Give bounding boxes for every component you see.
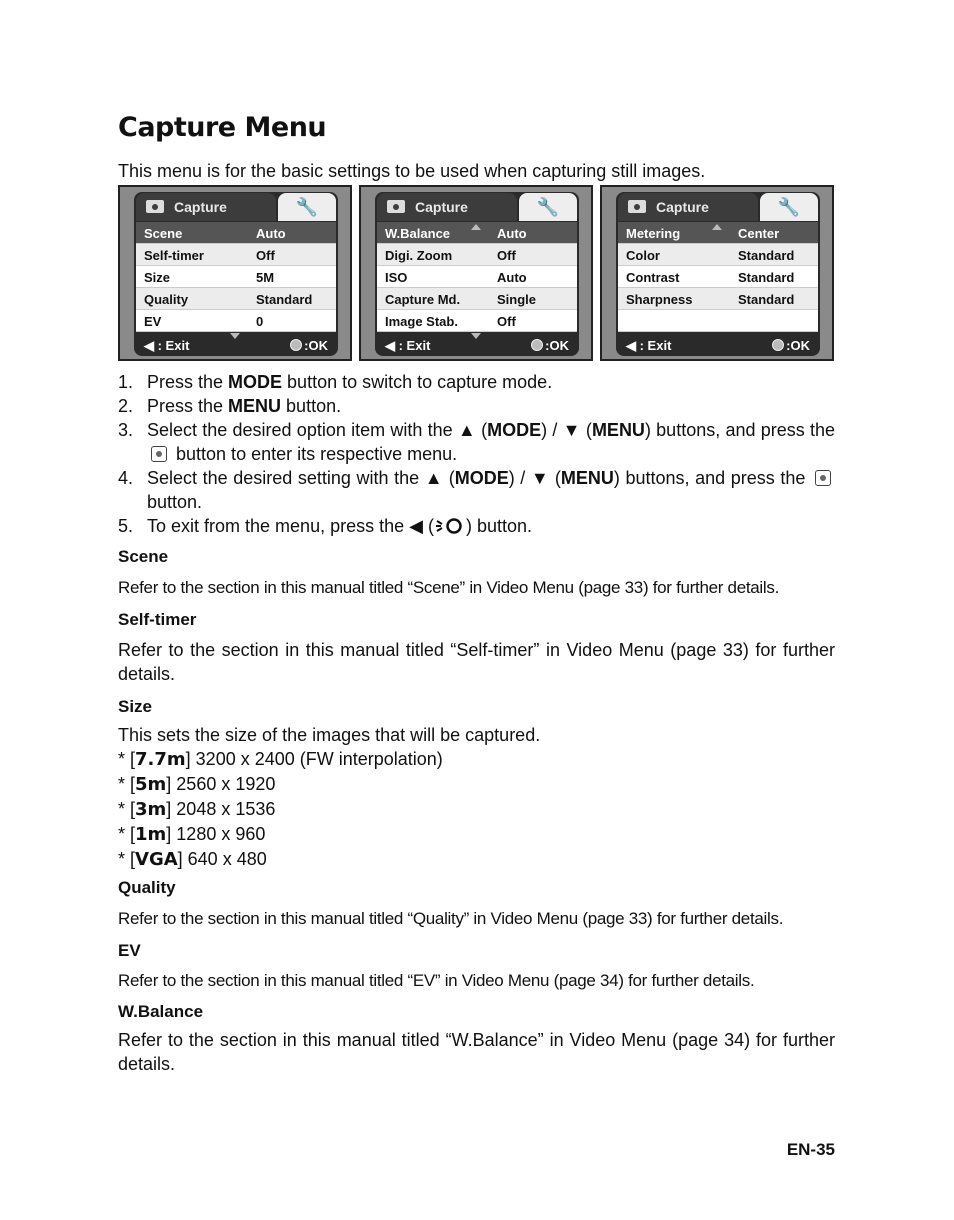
exit-hint: ◀ : Exit bbox=[144, 338, 190, 353]
scroll-up-icon bbox=[471, 224, 481, 230]
ok-button-icon bbox=[815, 470, 831, 486]
list-item: * [VGA] 640 x 480 bbox=[118, 849, 267, 870]
camera-icon bbox=[146, 200, 164, 213]
ok-button-icon bbox=[531, 339, 543, 351]
list-item: 2. Press the MENU button. bbox=[118, 396, 342, 416]
menu-row: EV 0 bbox=[136, 310, 336, 332]
menu-row: Contrast Standard bbox=[618, 266, 818, 288]
size-icon: 7.7m bbox=[135, 749, 186, 770]
list-item: 3. Select the desired option item with the ▲ (MODE) / ▼ (MENU) buttons, and press the button to enter its respective menu. bbox=[118, 420, 836, 464]
menu-row: W.Balance Auto bbox=[377, 222, 577, 244]
list-item: * [3m] 2048 x 1536 bbox=[118, 799, 276, 820]
scroll-up-icon bbox=[712, 224, 722, 230]
page-title: Capture Menu bbox=[118, 112, 327, 143]
section-size: Size This sets the size of the images that will be captured. * [7.7m] 3200 x 2400 (FW interpolation) * [5m] 2560 x 1920 * [3m] 2048 x 1536 * [1m] 1280 x 960 * [VGA] 640 x 480 bbox=[118, 697, 835, 872]
list-item: * [7.7m] 3200 x 2400 (FW interpolation) bbox=[118, 749, 443, 770]
menu-row: Quality Standard bbox=[136, 288, 336, 310]
menu-row: Size 5M bbox=[136, 266, 336, 288]
menu-row: ISO Auto bbox=[377, 266, 577, 288]
list-item: * [1m] 1280 x 960 bbox=[118, 824, 266, 845]
menu-screenshots bbox=[118, 185, 835, 361]
menu-row: Capture Md. Single bbox=[377, 288, 577, 310]
size-icon: 3m bbox=[135, 799, 167, 820]
menu-row: Self-timer Off bbox=[136, 244, 336, 266]
size-icon: VGA bbox=[135, 849, 178, 870]
list-item: 4. Select the desired setting with the ▲ (MODE) / ▼ (MENU) buttons, and press the button. bbox=[118, 466, 835, 514]
wrench-icon: 🔧 bbox=[760, 193, 818, 221]
menu-screen-3 bbox=[600, 185, 834, 361]
size-icon: 1m bbox=[135, 824, 167, 845]
menu-row bbox=[618, 310, 818, 332]
section-quality: Quality Refer to the section in this manual titled “Quality” in Video Menu (page 33) for further details. bbox=[118, 878, 784, 928]
wrench-icon: 🔧 bbox=[278, 193, 336, 221]
steps-list bbox=[118, 370, 835, 538]
exit-hint: ◀ : Exit bbox=[385, 338, 431, 353]
capture-tab: Capture bbox=[136, 193, 276, 221]
capture-tab: Capture bbox=[377, 193, 517, 221]
ok-button-icon bbox=[772, 339, 784, 351]
exit-hint: ◀ : Exit bbox=[626, 338, 672, 353]
menu-row: Image Stab. Off bbox=[377, 310, 577, 332]
menu-row: Metering Center bbox=[618, 222, 818, 244]
wrench-icon: 🔧 bbox=[519, 193, 577, 221]
ok-hint: :OK bbox=[290, 338, 328, 353]
section-ev: EV Refer to the section in this manual titled “EV” in Video Menu (page 34) for further details. bbox=[118, 941, 755, 990]
menu-row: Sharpness Standard bbox=[618, 288, 818, 310]
ok-button-icon bbox=[290, 339, 302, 351]
intro-text: This menu is for the basic settings to be used when capturing still images. bbox=[118, 161, 706, 181]
list-item: 1. Press the MODE button to switch to capture mode. bbox=[118, 372, 553, 392]
size-icon: 5m bbox=[135, 774, 167, 795]
section-w-balance: W.Balance Refer to the section in this manual titled “W.Balance” in Video Menu (page 34) for further details. bbox=[118, 1002, 835, 1074]
section-scene: Scene Refer to the section in this manual titled “Scene” in Video Menu (page 33) for further details. bbox=[118, 547, 780, 597]
menu-screen-2 bbox=[359, 185, 593, 361]
menu-screen-1 bbox=[118, 185, 352, 361]
capture-tab: Capture bbox=[618, 193, 758, 221]
menu-row: Digi. Zoom Off bbox=[377, 244, 577, 266]
size-list bbox=[118, 747, 835, 872]
list-item: * [5m] 2560 x 1920 bbox=[118, 774, 276, 795]
ok-button-icon bbox=[151, 446, 167, 462]
page-number: EN-35 bbox=[786, 1140, 835, 1159]
self-timer-icon bbox=[434, 517, 466, 535]
camera-icon bbox=[628, 200, 646, 213]
camera-icon bbox=[387, 200, 405, 213]
ok-hint: :OK bbox=[772, 338, 810, 353]
section-self-timer: Self-timer Refer to the section in this manual titled “Self-timer” in Video Menu (page 33) for further details. bbox=[118, 610, 835, 684]
list-item: 5. To exit from the menu, press the ◀ ( ) button. bbox=[118, 516, 533, 536]
menu-row: Scene Auto bbox=[136, 222, 336, 244]
ok-hint: :OK bbox=[531, 338, 569, 353]
menu-row: Color Standard bbox=[618, 244, 818, 266]
